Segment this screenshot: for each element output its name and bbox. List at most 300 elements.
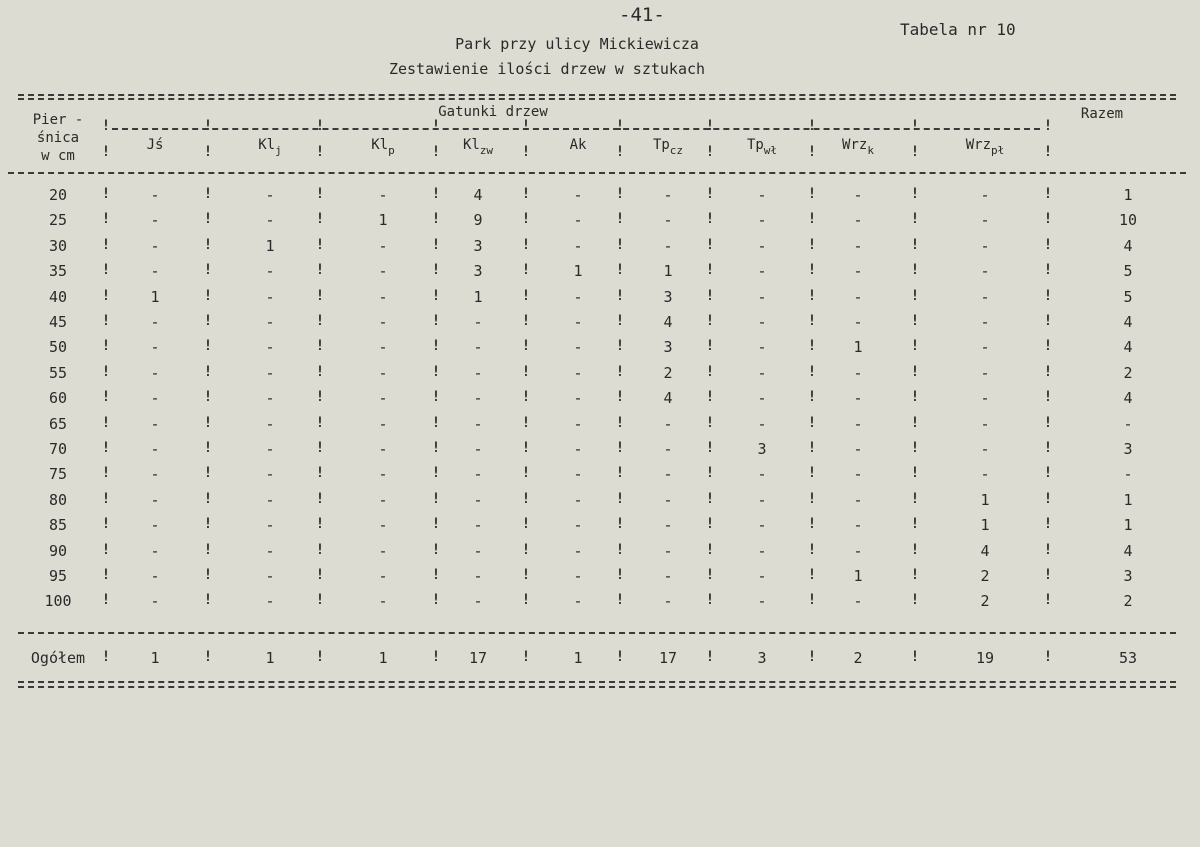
column-separator: !	[807, 237, 817, 253]
table-cell: -	[853, 440, 863, 458]
column-separator: !	[431, 592, 441, 608]
table-cell: -	[150, 364, 160, 382]
column-separator: !	[101, 567, 111, 583]
table-cell: -	[573, 237, 583, 255]
species-code: Wrz	[842, 137, 868, 153]
species-code: Jś	[146, 137, 164, 153]
column-separator: !	[203, 542, 213, 558]
column-separator: !	[101, 440, 111, 456]
table-cell: -	[150, 567, 160, 585]
table-cell: -	[980, 262, 990, 280]
column-separator: !	[705, 389, 715, 405]
column-separator: !	[101, 415, 111, 431]
column-separator: !	[203, 516, 213, 532]
column-separator: !	[807, 262, 817, 278]
column-separator: !	[521, 542, 531, 558]
table-cell: -	[378, 465, 388, 483]
column-separator: !	[910, 415, 920, 431]
column-separator: !	[315, 262, 325, 278]
column-separator: !	[705, 338, 715, 354]
column-separator: !	[807, 144, 817, 160]
table-cell: -	[473, 465, 483, 483]
column-separator: !	[521, 491, 531, 507]
column-separator: !	[521, 237, 531, 253]
table-cell: -	[853, 592, 863, 610]
table-cell: 1	[573, 262, 583, 280]
column-separator: !	[705, 516, 715, 532]
table-cell: -	[853, 364, 863, 382]
table-cell: -	[150, 389, 160, 407]
table-cell: -	[378, 440, 388, 458]
table-cell: -	[663, 415, 673, 433]
footer-label: Ogółem	[30, 649, 86, 667]
table-cell: -	[757, 186, 767, 204]
table-cell: -	[573, 465, 583, 483]
table-cell: 1	[473, 288, 483, 306]
column-separator: !	[521, 186, 531, 202]
table-cell: 3	[663, 338, 673, 356]
species-code: Kl	[371, 137, 389, 153]
table-cell: -	[473, 592, 483, 610]
column-separator: !	[705, 649, 715, 665]
column-separator: !	[521, 516, 531, 532]
header-species	[147, 137, 164, 153]
table-cell: -	[573, 338, 583, 356]
column-separator: !	[431, 186, 441, 202]
table-cell: -	[980, 465, 990, 483]
table-cell: -	[265, 592, 275, 610]
table-cell: -	[757, 415, 767, 433]
table-cell: -	[150, 491, 160, 509]
table-cell: -	[378, 491, 388, 509]
column-separator: !	[807, 491, 817, 507]
column-separator: !	[705, 440, 715, 456]
species-code: Tp	[746, 137, 764, 153]
column-separator: !	[101, 144, 111, 160]
table-cell: -	[150, 465, 160, 483]
table-cell: -	[573, 415, 583, 433]
row-size: 25	[48, 211, 68, 229]
row-size: 30	[48, 237, 68, 255]
column-separator: !	[431, 649, 441, 665]
table-title: Park przy ulicy Mickiewicza	[455, 35, 699, 53]
table-cell: -	[150, 338, 160, 356]
column-separator: !	[315, 592, 325, 608]
table-cell: -	[378, 567, 388, 585]
column-separator: !	[1043, 288, 1053, 304]
footer-cell: 17	[658, 649, 678, 667]
table-cell: -	[378, 389, 388, 407]
table-cell: -	[663, 592, 673, 610]
table-cell: -	[573, 567, 583, 585]
table-cell: -	[757, 262, 767, 280]
table-cell: -	[265, 465, 275, 483]
column-separator: !	[521, 262, 531, 278]
table-cell: -	[980, 313, 990, 331]
table-label: Tabela nr 10	[900, 20, 1016, 39]
column-separator: !	[315, 491, 325, 507]
table-cell: -	[265, 262, 275, 280]
column-separator: !	[615, 288, 625, 304]
row-total: 4	[1123, 237, 1133, 255]
column-separator: !	[203, 389, 213, 405]
footer-cell: 19	[975, 649, 995, 667]
table-cell: -	[265, 567, 275, 585]
column-separator: !	[315, 313, 325, 329]
column-separator: !	[615, 262, 625, 278]
column-separator: !	[203, 288, 213, 304]
column-separator: !	[1043, 389, 1053, 405]
table-cell: 1	[980, 516, 990, 534]
table-cell: -	[853, 491, 863, 509]
top-rule	[18, 98, 1176, 100]
table-cell: 4	[663, 389, 673, 407]
table-cell: -	[378, 415, 388, 433]
table-cell: -	[757, 313, 767, 331]
table-cell: 3	[473, 237, 483, 255]
row-size: 45	[48, 313, 68, 331]
column-separator: !	[203, 465, 213, 481]
row-size: 80	[48, 491, 68, 509]
column-separator: !	[521, 288, 531, 304]
column-separator: !	[101, 313, 111, 329]
column-separator: !	[101, 338, 111, 354]
header-razem: Razem	[1080, 106, 1124, 122]
column-separator: !	[1043, 211, 1053, 227]
column-separator: !	[705, 313, 715, 329]
column-separator: !	[101, 288, 111, 304]
column-separator: !	[807, 338, 817, 354]
column-separator: !	[615, 592, 625, 608]
column-separator: !	[910, 567, 920, 583]
table-cell: -	[663, 542, 673, 560]
table-cell: -	[265, 186, 275, 204]
footer-cell: 1	[378, 649, 388, 667]
row-total: -	[1123, 415, 1133, 433]
column-separator: !	[910, 262, 920, 278]
table-cell: -	[573, 389, 583, 407]
column-separator: !	[1043, 440, 1053, 456]
row-size: 20	[48, 186, 68, 204]
table-cell: -	[757, 567, 767, 585]
column-separator: !	[910, 211, 920, 227]
column-separator: !	[705, 364, 715, 380]
table-cell: -	[573, 491, 583, 509]
table-cell: -	[265, 415, 275, 433]
table-cell: -	[473, 542, 483, 560]
column-separator: !	[807, 389, 817, 405]
column-separator: !	[203, 338, 213, 354]
table-cell: -	[378, 516, 388, 534]
row-total: 1	[1123, 186, 1133, 204]
row-total: 2	[1123, 364, 1133, 382]
column-separator: !	[203, 440, 213, 456]
column-separator: !	[101, 237, 111, 253]
column-separator: !	[521, 144, 531, 160]
table-cell: -	[573, 516, 583, 534]
column-separator: !	[203, 313, 213, 329]
column-separator: !	[521, 649, 531, 665]
column-separator: !	[705, 186, 715, 202]
species-subscript: cz	[669, 144, 684, 157]
table-cell: -	[663, 211, 673, 229]
table-cell: -	[757, 465, 767, 483]
table-cell: -	[473, 313, 483, 331]
table-cell: -	[473, 364, 483, 382]
column-separator: !	[910, 542, 920, 558]
table-cell: -	[663, 567, 673, 585]
column-separator: !	[431, 118, 441, 134]
column-separator: !	[705, 262, 715, 278]
table-cell: -	[378, 364, 388, 382]
row-size: 90	[48, 542, 68, 560]
table-cell: -	[980, 364, 990, 382]
table-cell: 4	[980, 542, 990, 560]
table-cell: -	[265, 516, 275, 534]
table-cell: 9	[473, 211, 483, 229]
column-separator: !	[1043, 364, 1053, 380]
column-separator: !	[101, 364, 111, 380]
column-separator: !	[101, 262, 111, 278]
column-separator: !	[615, 118, 625, 134]
table-cell: -	[757, 491, 767, 509]
species-subscript: p	[388, 144, 395, 157]
column-separator: !	[521, 592, 531, 608]
column-separator: !	[807, 567, 817, 583]
column-separator: !	[615, 415, 625, 431]
column-separator: !	[615, 338, 625, 354]
column-separator: !	[705, 237, 715, 253]
table-cell: -	[573, 288, 583, 306]
table-cell: 3	[473, 262, 483, 280]
table-cell: -	[150, 415, 160, 433]
table-cell: -	[980, 288, 990, 306]
column-separator: !	[807, 415, 817, 431]
table-cell: -	[573, 364, 583, 382]
column-separator: !	[807, 364, 817, 380]
column-separator: !	[431, 465, 441, 481]
column-separator: !	[521, 465, 531, 481]
table-cell: -	[265, 364, 275, 382]
table-cell: -	[573, 186, 583, 204]
table-cell: -	[980, 186, 990, 204]
column-separator: !	[101, 389, 111, 405]
row-total: 1	[1123, 516, 1133, 534]
column-separator: !	[315, 440, 325, 456]
species-code: Kl	[258, 137, 276, 153]
column-separator: !	[203, 491, 213, 507]
row-size: 95	[48, 567, 68, 585]
table-cell: -	[757, 389, 767, 407]
table-cell: -	[853, 262, 863, 280]
column-separator: !	[315, 465, 325, 481]
table-cell: -	[980, 237, 990, 255]
column-separator: !	[315, 649, 325, 665]
column-separator: !	[521, 389, 531, 405]
table-cell: -	[473, 491, 483, 509]
row-size: 60	[48, 389, 68, 407]
row-total: 4	[1123, 338, 1133, 356]
column-separator: !	[431, 262, 441, 278]
table-cell: 1	[150, 288, 160, 306]
table-cell: -	[265, 211, 275, 229]
table-cell: -	[150, 440, 160, 458]
column-separator: !	[807, 542, 817, 558]
table-cell: -	[757, 237, 767, 255]
table-cell: 2	[980, 567, 990, 585]
species-subscript: zw	[479, 144, 494, 157]
column-separator: !	[1043, 118, 1053, 134]
species-subscript: pł	[991, 144, 1005, 157]
row-total: 4	[1123, 542, 1133, 560]
row-total: 10	[1118, 211, 1138, 229]
column-separator: !	[521, 118, 531, 134]
table-cell: -	[378, 186, 388, 204]
table-cell: 1	[265, 237, 275, 255]
column-separator: !	[705, 415, 715, 431]
column-separator: !	[203, 567, 213, 583]
column-separator: !	[910, 440, 920, 456]
table-cell: -	[573, 313, 583, 331]
column-separator: !	[807, 465, 817, 481]
table-cell: -	[757, 211, 767, 229]
column-separator: !	[431, 415, 441, 431]
footer-cell: 17	[468, 649, 488, 667]
footer-cell: 1	[150, 649, 160, 667]
column-separator: !	[203, 649, 213, 665]
table-cell: 1	[980, 491, 990, 509]
table-cell: -	[473, 389, 483, 407]
column-separator: !	[1043, 262, 1053, 278]
row-size: 55	[48, 364, 68, 382]
page-number: -41-	[619, 4, 665, 26]
column-separator: !	[807, 516, 817, 532]
table-cell: 3	[663, 288, 673, 306]
column-separator: !	[615, 440, 625, 456]
footer-cell: 2	[853, 649, 863, 667]
column-separator: !	[1043, 516, 1053, 532]
table-cell: -	[663, 465, 673, 483]
species-subscript: k	[867, 144, 874, 157]
column-separator: !	[705, 118, 715, 134]
species-code: Wrz	[965, 137, 992, 153]
column-separator: !	[203, 262, 213, 278]
column-separator: !	[615, 186, 625, 202]
table-cell: -	[150, 186, 160, 204]
column-separator: !	[431, 389, 441, 405]
table-cell: -	[265, 389, 275, 407]
table-cell: -	[757, 592, 767, 610]
footer-total: 53	[1118, 649, 1138, 667]
table-cell: -	[150, 237, 160, 255]
column-separator: !	[705, 491, 715, 507]
column-separator: !	[521, 313, 531, 329]
column-separator: !	[910, 516, 920, 532]
table-cell: -	[473, 440, 483, 458]
table-cell: -	[980, 389, 990, 407]
column-separator: !	[615, 542, 625, 558]
column-separator: !	[315, 211, 325, 227]
table-cell: -	[378, 262, 388, 280]
column-separator: !	[315, 338, 325, 354]
column-separator: !	[101, 542, 111, 558]
table-cell: -	[980, 415, 990, 433]
column-separator: !	[315, 542, 325, 558]
table-cell: -	[980, 211, 990, 229]
species-code: Ak	[569, 137, 587, 153]
table-cell: -	[378, 237, 388, 255]
column-separator: !	[1043, 649, 1053, 665]
row-size: 85	[48, 516, 68, 534]
species-code: Tp	[652, 137, 670, 153]
column-separator: !	[1043, 144, 1053, 160]
column-separator: !	[203, 186, 213, 202]
row-total: 5	[1123, 262, 1133, 280]
column-separator: !	[705, 542, 715, 558]
table-cell: -	[150, 262, 160, 280]
column-separator: !	[705, 288, 715, 304]
row-total: 2	[1123, 592, 1133, 610]
column-separator: !	[521, 338, 531, 354]
table-cell: 2	[980, 592, 990, 610]
totals-rule	[18, 632, 1176, 634]
species-subscript: wł	[763, 144, 778, 157]
table-cell: -	[150, 516, 160, 534]
table-cell: -	[573, 211, 583, 229]
header-species	[258, 137, 282, 157]
column-separator: !	[615, 313, 625, 329]
column-separator: !	[101, 186, 111, 202]
header-rule	[8, 172, 1186, 174]
column-separator: !	[431, 144, 441, 160]
table-cell: -	[853, 516, 863, 534]
table-cell: -	[473, 516, 483, 534]
table-cell: -	[150, 542, 160, 560]
table-cell: -	[573, 440, 583, 458]
row-size: 35	[48, 262, 68, 280]
bottom-rule	[18, 681, 1176, 683]
row-size: 65	[48, 415, 68, 433]
table-cell: -	[265, 338, 275, 356]
row-total: 3	[1123, 440, 1133, 458]
table-cell: -	[853, 288, 863, 306]
column-separator: !	[705, 211, 715, 227]
column-separator: !	[203, 144, 213, 160]
column-separator: !	[431, 211, 441, 227]
column-separator: !	[615, 465, 625, 481]
column-separator: !	[1043, 338, 1053, 354]
column-separator: !	[910, 491, 920, 507]
table-cell: -	[473, 338, 483, 356]
table-cell: -	[757, 288, 767, 306]
table-cell: -	[573, 542, 583, 560]
column-separator: !	[615, 516, 625, 532]
column-separator: !	[910, 186, 920, 202]
table-cell: -	[378, 592, 388, 610]
column-separator: !	[431, 491, 441, 507]
column-separator: !	[101, 649, 111, 665]
column-separator: !	[431, 237, 441, 253]
column-separator: !	[203, 118, 213, 134]
table-cell: -	[980, 338, 990, 356]
column-separator: !	[1043, 542, 1053, 558]
column-separator: !	[1043, 237, 1053, 253]
table-cell: 4	[473, 186, 483, 204]
table-cell: 1	[853, 567, 863, 585]
table-cell: -	[378, 288, 388, 306]
column-separator: !	[615, 567, 625, 583]
column-separator: !	[910, 364, 920, 380]
